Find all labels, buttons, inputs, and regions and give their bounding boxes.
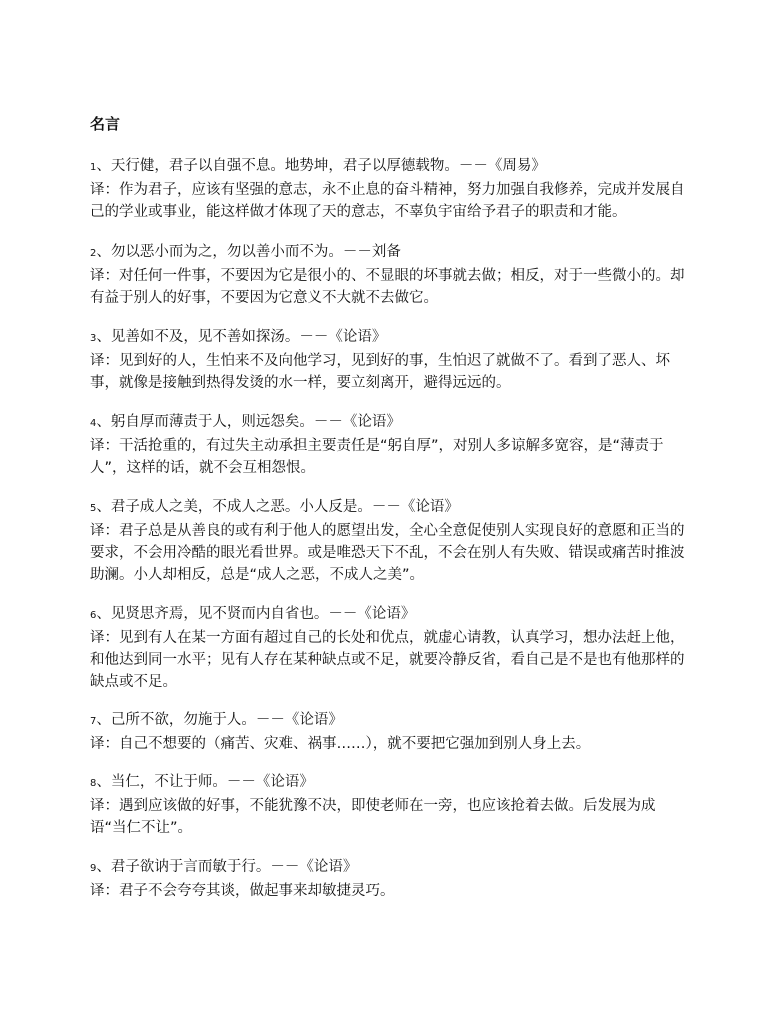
quote-text: 、勿以恶小而为之，勿以善小而不为。－－刘备: [96, 244, 401, 260]
quote-line: [90, 496, 690, 520]
list-item: [90, 411, 690, 479]
quote-text: 、君子成人之美，不成人之恶。小人反是。－－《论语》: [96, 499, 459, 515]
quote-line: [90, 326, 690, 350]
translation-text: 译：对任何一件事，不要因为它是很小的、不显眼的坏事就去做；相反，对于一些微小的。却有益于别人的好事，不要因为它意义不大就不去做它。: [90, 268, 685, 306]
quote-text: 、当仁，不让于师。－－《论语》: [96, 774, 314, 790]
list-item: [90, 496, 690, 586]
quote-text: 、天行健，君子以自强不息。地势坤，君子以厚德载物。－－《周易》: [96, 158, 546, 174]
list-item: [90, 603, 690, 693]
translation-text: 译：见到有人在某一方面有超过自己的长处和优点，就虚心请教，认真学习，想办法赶上他，和他达到同一水平；见有人存在某种缺点或不足，就要冷静反省，看自己是不是也有他那样的缺点或不足。: [90, 630, 685, 690]
quote-line: [90, 709, 690, 733]
item-number: 5: [90, 503, 97, 514]
list-item: [90, 771, 690, 839]
translation-text: 译：自己不想要的（痛苦、灾难、祸事……），就不要把它强加到别人身上去。: [90, 736, 591, 752]
translation-text: 译：君子总是从善良的或有利于他人的愿望出发，全心全意促使别人实现良好的意愿和正当的要求，不会用冷酷的眼光看世界。或是唯恐天下不乱，不会在别人有失败、错误或痛苦时推波助澜。小人却相反，总是“成人之恶，不成人之美”。: [90, 523, 685, 583]
item-number: 4: [90, 418, 97, 429]
list-item: [90, 709, 690, 755]
list-item: [90, 326, 690, 394]
quote-text: 、君子欲讷于言而敏于行。－－《论语》: [96, 859, 358, 875]
quote-line: [90, 771, 690, 795]
item-number: 6: [90, 610, 97, 621]
page-title: 名言: [90, 115, 121, 133]
quote-line: [90, 241, 690, 265]
quote-line: [90, 603, 690, 627]
translation-text: 译：干活抢重的，有过失主动承担主要责任是“躬自厚”，对别人多谅解多宽容，是“薄责于人”，这样的话，就不会互相怨恨。: [90, 438, 664, 476]
quote-line: [90, 155, 690, 179]
quote-text: 、见贤思齐焉，见不贤而内自省也。－－《论语》: [96, 606, 416, 622]
quote-text: 、见善如不及，见不善如探汤。－－《论语》: [96, 329, 387, 345]
list-item: [90, 856, 690, 902]
list-item: [90, 241, 690, 309]
quote-text: 、己所不欲，勿施于人。－－《论语》: [96, 712, 343, 728]
item-number: 9: [90, 863, 97, 874]
translation-text: 译：遇到应该做的好事，不能犹豫不决，即使老师在一旁，也应该抢着去做。后发展为成语“当仁不让”。: [90, 798, 656, 836]
item-number: 1: [90, 162, 97, 173]
item-number: 7: [90, 716, 97, 727]
list-item: [90, 155, 690, 223]
translation-text: 译：君子不会夸夸其谈，做起事来却敏捷灵巧。: [90, 883, 395, 899]
item-number: 3: [90, 333, 97, 344]
quote-line: [90, 411, 690, 435]
translation-text: 译：作为君子，应该有坚强的意志，永不止息的奋斗精神，努力加强自我修养，完成并发展自己的学业或事业，能这样做才体现了天的意志，不辜负宇宙给予君子的职责和才能。: [90, 182, 685, 220]
quote-line: [90, 856, 690, 880]
item-number: 8: [90, 778, 97, 789]
quote-text: 、躬自厚而薄责于人，则远怨矣。－－《论语》: [96, 414, 401, 430]
translation-text: 译：见到好的人，生怕来不及向他学习，见到好的事，生怕迟了就做不了。看到了恶人、坏事，就像是接触到热得发烫的水一样，要立刻离开，避得远远的。: [90, 353, 670, 391]
item-number: 2: [90, 248, 97, 259]
